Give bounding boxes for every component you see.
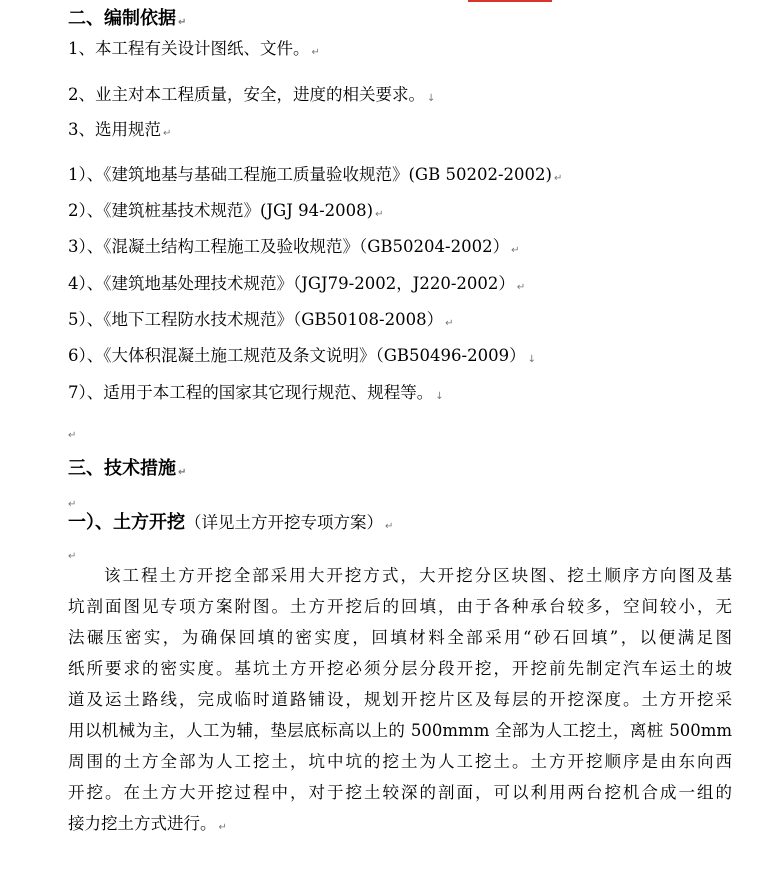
line-break-mark: ↓ <box>527 354 536 365</box>
spec-item-text: 7）、适用于本工程的国家其它现行规范、规程等。 <box>68 383 434 402</box>
section-heading-basis <box>68 8 186 34</box>
basis-item-1 <box>68 38 320 64</box>
paragraph-line: 道及运土路线，完成临时道路铺设，规划开挖片区及每层的开挖深度。土方开挖采 <box>68 690 732 709</box>
sub-heading-text: 一）、土方开挖 <box>68 512 185 533</box>
spec-item-text: 3）、《混凝土结构工程施工及验收规范》（GB50204-2002） <box>68 237 510 256</box>
heading-text: 二、编制依据 <box>68 8 176 29</box>
spec-item-3 <box>68 236 520 262</box>
spec-item-1 <box>68 164 562 190</box>
sub-heading-note: （详见土方开挖专项方案） <box>185 513 383 532</box>
line-break-mark: ↓ <box>427 93 436 104</box>
paragraph-mark: ↵ <box>163 128 172 139</box>
paragraph-mark: ↵ <box>68 430 77 441</box>
paragraph-line: 法碾压密实，为确保回填的密实度，回填材料全部采用“砂石回填”，以便满足图 <box>68 628 732 647</box>
spec-item-text: 1）、《建筑地基与基础工程施工质量验收规范》(GB 50202-2002) <box>68 165 552 184</box>
spec-item-text: 6）、《大体积混凝土施工规范及条文说明》（GB50496-2009） <box>68 346 526 365</box>
paragraph-last-line <box>68 808 732 843</box>
paragraph-mark: ↵ <box>516 282 526 293</box>
section-heading-measures <box>68 458 186 484</box>
paragraph-line: 用以机械为主，人工为辅，垫层底标高以上的 500mmm 全部为人工挖土，离桩 500mm <box>68 721 732 740</box>
paragraph-line: 该工程土方开挖全部采用大开挖方式，大开挖分区块图、挖土顺序方向图及基 <box>104 566 732 585</box>
paragraph-mark: ↵ <box>385 521 394 532</box>
spec-item-2 <box>68 200 383 226</box>
paragraph-mark: ↵ <box>311 47 320 58</box>
spec-item-5 <box>68 309 454 335</box>
basis-item-text: 2、业主对本工程质量，安全，进度的相关要求。 <box>68 85 425 104</box>
sub-heading-earthwork <box>68 512 393 538</box>
earthwork-paragraph <box>68 560 732 843</box>
empty-paragraph <box>68 421 76 447</box>
paragraph-mark: ↵ <box>511 245 520 256</box>
paragraph-mark: ↵ <box>445 318 454 329</box>
paragraph-mark: ↵ <box>178 467 187 478</box>
paragraph-mark: ↵ <box>178 17 187 28</box>
spec-item-6 <box>68 345 536 371</box>
paragraph-mark: ↵ <box>68 551 77 562</box>
spec-item-text: 4）、《建筑地基处理技术规范》（JGJ79-2002，J220-2002） <box>68 274 515 293</box>
spec-item-7 <box>68 382 444 408</box>
spec-item-4 <box>68 273 525 299</box>
line-break-mark: ↓ <box>435 391 444 402</box>
paragraph-line: 周围的土方全部为人工挖土，坑中坑的挖土为人工挖土。土方开挖顺序是由东向西 <box>68 752 732 771</box>
paragraph-mark: ↵ <box>68 499 77 510</box>
basis-item-text: 1、本工程有关设计图纸、文件。 <box>68 39 310 58</box>
basis-item-text: 3、选用规范 <box>68 120 161 139</box>
basis-item-2 <box>68 84 435 110</box>
basis-item-3 <box>68 119 171 145</box>
paragraph-line: 坑剖面图见专项方案附图。土方开挖后的回填，由于各种承台较多，空间较小，无 <box>68 597 732 616</box>
spec-item-text: 5）、《地下工程防水技术规范》（GB50108-2008） <box>68 310 444 329</box>
paragraph-mark: ↵ <box>218 822 227 833</box>
paragraph-mark: ↵ <box>375 209 384 220</box>
paragraph-mark: ↵ <box>553 173 563 184</box>
paragraph-line: 开挖。在土方大开挖过程中，对于挖土较深的剖面，可以利用两台挖机合成一组的 <box>68 783 732 802</box>
paragraph-line-text: 接力挖土方式进行。 <box>68 814 217 833</box>
spec-item-text: 2）、《建筑桩基技术规范》(JGJ 94-2008) <box>68 201 374 220</box>
paragraph-line: 纸所要求的密实度。基坑土方开挖必须分层分段开挖，开挖前先制定汽车运土的坡 <box>68 659 732 678</box>
heading-text: 三、技术措施 <box>68 458 176 479</box>
